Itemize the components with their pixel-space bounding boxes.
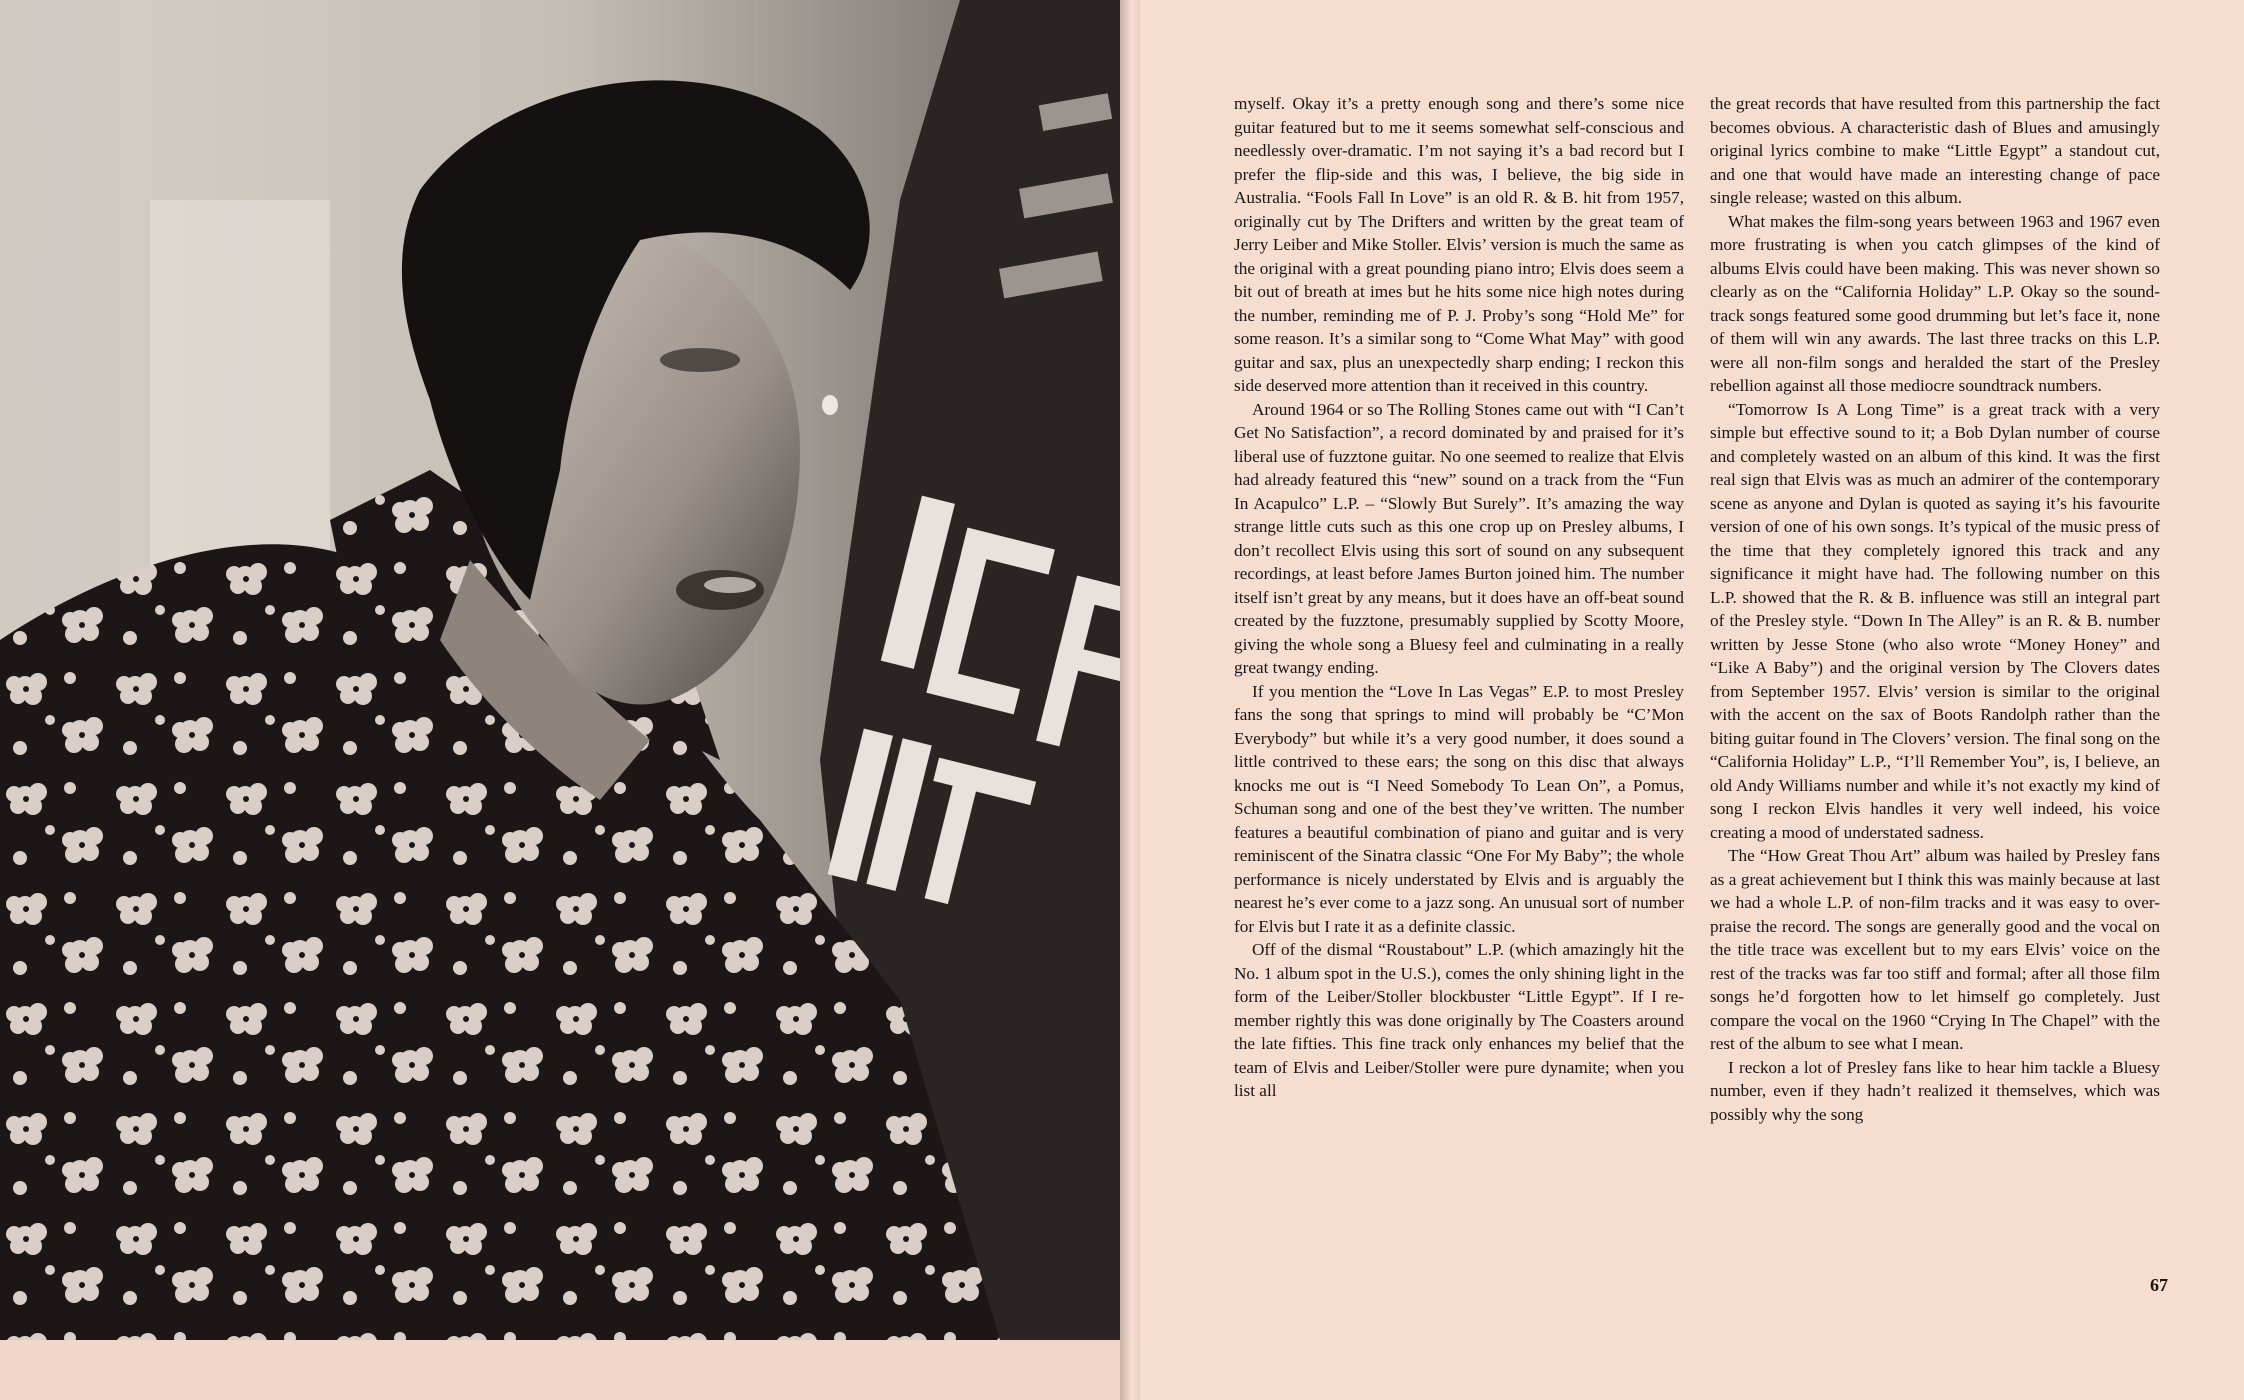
- paragraph: the great records that have resulted from this partnership the fact becomes obvious. A characteristic dash of Blues and amusingly original lyrics combine to make “Little Egypt” a standout cut, and one that would have made an interesting change of pace single release; wasted on this album.: [1710, 94, 2160, 207]
- paragraph: If you mention the “Love In Las Vegas” E.P. to most Presley fans the song that springs to mind will probably be “C’Mon Everybody” but while it’s a very good number, it does sound a little contrived to these ears; the song on this disc that always knocks me out is “I Need Somebody To Lean On”, a Pomus, Schuman song and one of the best they’ve written. The number features a beautiful combination of piano and guitar and is very reminiscent of the Sinatra classic “One For My Baby”; the whole performance is nicely understated by Elvis and is arguably the nearest he’s ever come to a jazz song. An unusual sort of number for Elvis but I rate it as a definite classic.: [1234, 681, 1684, 936]
- paragraph: Around 1964 or so The Rolling Stones came out with “I Can’t Get No Satisfaction”, a record dominated by and praised for it’s liberal use of fuzztone guitar. No one seemed to realize that Elvis had already featured this “new” sound on a track from the “Fun In Acapulco” L.P. – “Slowly But Surely”. It’s amazing the way strange little cuts such as this one crop up on Presley albums, I don’t recollect Elvis using this sort of sound on any subsequent recordings, at least before James Burton joined him. The number itself isn’t great by any means, but it does have an off-beat sound created by the fuzztone, presumably supplied by Scotty Moore, giving the whole song a Bluesy feel and culminating in a really great twangy ending.: [1234, 399, 1684, 677]
- paragraph: “Tomorrow Is A Long Time” is a great track with a very simple but effective sound to it; a Bob Dylan number of course and completely wasted on an album of this kind. It was the first real sign that Elvis was as much an admirer of the contemporary scene as anyone and Dylan is quoted as saying it’s his favourite version of one of his own songs. It’s typical of the music press of the time that they completely ignored this track and any significance it might have had. The following number on this L.P. showed that the R. & B. influence was still an integral part of the Presley style. “Down In The Alley” is an R. & B. number written by Jesse Stone (who also wrote “Money Honey” and “Like A Baby”) and the original version by The Clovers dates from September 1957. Elvis’ version is similar to the original with the accent on the sax of Boots Randolph rather than the biting guitar found in The Clovers’ version. The final song on the “California Holiday” L.P., “I’ll Remember You”, is, I believe, an old Andy Williams number and while it’s not exactly my kind of song I reckon Elvis handles it very well indeed, his voice creating a mood of understated sadness.: [1710, 399, 2160, 842]
- paragraph: Off of the dismal “Roustabout” L.P. (which amazingly hit the No. 1 album spot in the U.S.), comes the only shining light in the form of the Leiber/Stoller blockbuster “Little Egypt”. If I remember rightly this was done originally by The Coasters around the late fifties. This fine track only enhances my belief that the team of Elvis and Leiber/Stoller were pure dynamite; when you list all: [1234, 940, 1684, 1100]
- page-number: 67: [2150, 1275, 2168, 1295]
- paragraph: The “How Great Thou Art” album was hailed by Presley fans as a great achievement but I think this was mainly because at last we had a whole L.P. of non-film tracks and it was easy to over-praise the record. The songs are generally good and the vocal on the title trace was excellent but to my ears Elvis’ voice on the rest of the tracks was far too stiff and formal; after all those film songs he’d forgotten how to let himself go completely. Just compare the vocal on the 1960 “Crying In The Chapel” with the rest of the album to see what I mean.: [1710, 846, 2160, 1053]
- right-page: [1140, 0, 2244, 1400]
- article-column-right: [1710, 92, 2160, 1126]
- elvis-photo-illustration: [0, 0, 1128, 1340]
- paragraph: What makes the film-song years between 1963 and 1967 even more frustrating is when you catch glimpses of the kind of albums Elvis could have been making. This was never shown so clearly as on the “California Holiday” L.P. Okay so the soundtrack songs featured some good drumming but let’s face it, none of them will win any awards. The last three tracks on this L.P. were all non-film songs and heralded the start of the Presley rebellion against all those mediocre soundtrack numbers.: [1710, 211, 2160, 395]
- paragraph: myself. Okay it’s a pretty enough song and there’s some nice guitar featured but to me it seems somewhat self-conscious and needlessly over-dramatic. I’m not saying it’s a bad record but I prefer the flip-side and this was, I believe, the big side in Australia. “Fools Fall In Love” is an old R. & B. hit from 1957, originally cut by The Drifters and written by the great team of Jerry Leiber and Mike Stoller. Elvis’ version is much the same as the original with a great pounding piano intro; Elvis does seem a bit out of breath at imes but he hits some nice high notes during the number, reminding me of P. J. Proby’s song “Hold Me” for some reason. It’s a similar song to “Come What May” with good guitar and sax, plus an unexpectedly sharp ending; I reckon this side deserved more attention than it received in this country.: [1234, 94, 1684, 395]
- elvis-photo: [0, 0, 1128, 1340]
- article-column-left: [1234, 92, 1684, 1103]
- paragraph: I reckon a lot of Presley fans like to hear him tackle a Bluesy number, even if they hadn’t realized it themselves, which was possibly why the song: [1710, 1057, 2160, 1124]
